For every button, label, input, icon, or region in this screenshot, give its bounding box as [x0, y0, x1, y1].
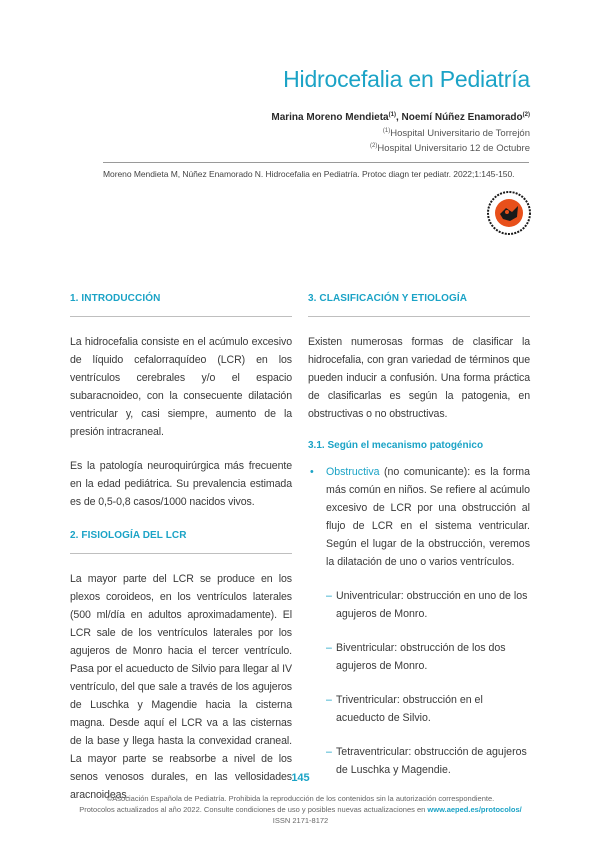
- author-2: Noemí Núñez Enamorado: [401, 112, 523, 123]
- section-heading-clasificacion: 3. CLASIFICACIÓN Y ETIOLOGÍA: [308, 293, 468, 304]
- affiliation-1-sup: (1): [382, 128, 391, 134]
- list-item: [308, 639, 530, 675]
- affiliation-2-sup: (2): [370, 143, 378, 149]
- authors-line: [271, 112, 530, 123]
- footer-issn: ISSN 2171-8172: [272, 816, 329, 825]
- list-item-text: Tetraventricular: obstrucción de agujeros de Luschka y Magendie.: [336, 746, 527, 776]
- section-divider: [70, 553, 292, 554]
- dash-icon: –: [326, 642, 332, 654]
- affiliation-2-text: Hospital Universitario 12 de Octubre: [377, 143, 530, 154]
- paragraph: Existen numerosas formas de clasificar la hidrocefalia, con gran variedad de términos que pueden inducir a confusión. Una forma práctica de clasificarlas es según la patogenia, en obstructivas o no obstructivas.: [308, 336, 530, 420]
- dash-icon: –: [326, 694, 332, 706]
- list-item-text: Triventricular: obstrucción en el acueducto de Silvio.: [336, 694, 483, 724]
- dash-icon: –: [326, 590, 332, 602]
- paragraph: Es la patología neuroquirúrgica más frecuente en la edad pediátrica. Su prevalencia estimada es de 0,5-0,8 casos/1000 nacidos vivos.: [70, 460, 292, 508]
- author-1-sup: (1): [388, 112, 396, 118]
- list-item: [308, 587, 530, 623]
- affiliation-1: [383, 128, 530, 139]
- bullet-keyword: Obstructiva: [326, 466, 380, 478]
- paragraph: La hidrocefalia consiste en el acúmulo excesivo de líquido cefalorraquídeo (LCR) en los ventrículos cerebrales y/o el espacio subaracnoideo, con la consecuente dilatación ventricular y, casi siempre, aumento de la presión intracraneal.: [70, 336, 292, 438]
- section-heading-fisiologia: 2. FISIOLOGÍA DEL LCR: [70, 530, 187, 541]
- right-column: [308, 292, 530, 795]
- footer-link[interactable]: www.aeped.es/protocolos/: [427, 805, 522, 814]
- header-divider: [103, 162, 529, 163]
- dash-icon: –: [326, 746, 332, 758]
- affiliation-2: [370, 143, 530, 154]
- left-column: [70, 292, 292, 820]
- section-heading-introduccion: 1. INTRODUCCIÓN: [70, 293, 161, 304]
- list-item-text: Univentricular: obstrucción en uno de los agujeros de Monro.: [336, 590, 528, 620]
- page-title: Hidrocefalia en Pediatría: [283, 66, 530, 92]
- footer-copyright: ©Asociación Española de Pediatría. Prohibida la reproducción de los contenidos sin la autorización correspondiente.: [106, 794, 495, 803]
- bullet-icon: •: [310, 466, 314, 478]
- list-item: [308, 691, 530, 727]
- section-divider: [308, 316, 530, 317]
- footer-protocols-text: Protocolos actualizados al año 2022. Consulte condiciones de uso y posibles nuevas actualizaciones en: [79, 805, 428, 814]
- citation: Moreno Mendieta M, Núñez Enamorado N. Hidrocefalia en Pediatría. Protoc diagn ter pediatr. 2022;1:145-150.: [103, 169, 515, 179]
- affiliation-1-text: Hospital Universitario de Torrejón: [390, 128, 530, 139]
- aep-logo-icon: [486, 190, 532, 236]
- list-item-obstructiva: [308, 463, 530, 571]
- author-separator: ,: [395, 112, 402, 123]
- page-number: 145: [291, 772, 310, 784]
- bullet-text: (no comunicante): es la forma más común en niños. Se refiere al acúmulo excesivo de LCR por una obstrucción al flujo de LCR en el sistema ventricular. Según el lugar de la obstrucción, veremos la dilatación de uno o varios ventrículos.: [326, 466, 530, 568]
- subsection-heading: 3.1. Según el mecanismo patogénico: [308, 440, 484, 451]
- logo-dot: [505, 210, 509, 214]
- list-item-text: Biventricular: obstrucción de los dos agujeros de Monro.: [336, 642, 506, 672]
- section-divider: [70, 316, 292, 317]
- author-2-sup: (2): [522, 112, 530, 118]
- footer-protocols: [0, 805, 601, 814]
- paragraph: La mayor parte del LCR se produce en los plexos coroideos, en los ventrículos laterales (500 ml/día en adultos aproximadamente). El LCR sale de los ventrículos laterales por los agujeros de Monro hacia el tercer ventrículo. Pasa por el acueducto de Silvio para llegar al IV ventrículo, del que sale a través de los agujeros de Luschka y Magendie hacia la cisterna magna. Desde aquí el LCR va a las cisternas de la base y llega hasta la convexidad craneal. La mayor parte se reabsorbe a nivel de los senos venosos durales, en las vellosidades aracnoideas.: [70, 573, 292, 801]
- author-1: Marina Moreno Mendieta: [271, 112, 389, 123]
